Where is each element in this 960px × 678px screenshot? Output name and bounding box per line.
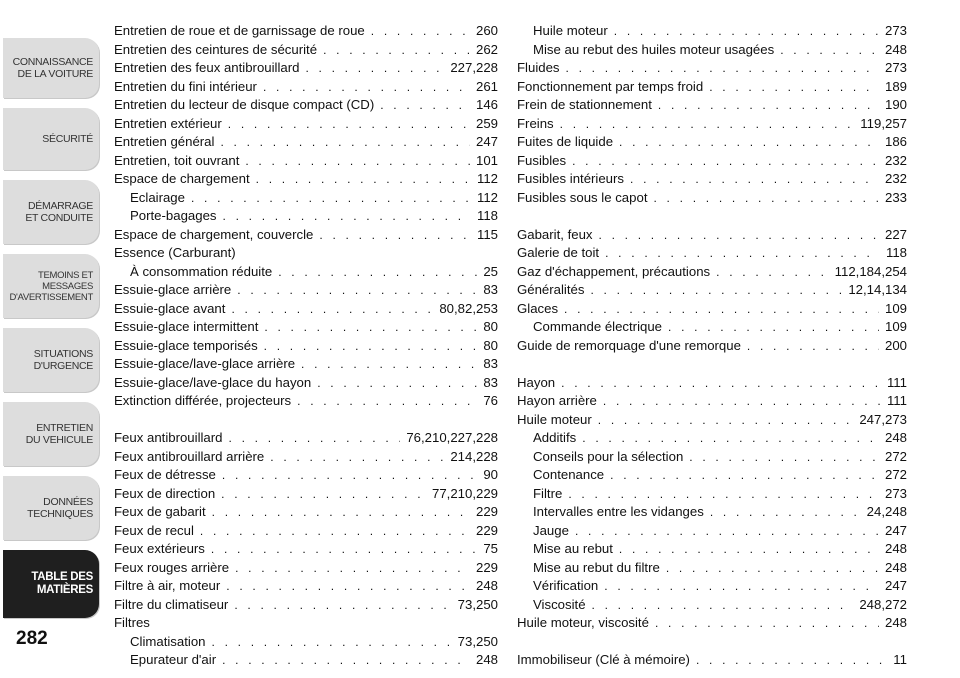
leader-dots <box>223 207 471 226</box>
index-entry-label: Eclairage <box>130 189 185 205</box>
index-entry-label: Huile moteur <box>533 23 608 38</box>
index-entry-label: Additifs <box>533 430 577 445</box>
tab-label: SÉCURITÉ <box>42 133 93 145</box>
index-entry[interactable] <box>517 263 907 282</box>
index-entry-label: Feux antibrouillard arrière <box>114 448 265 464</box>
index-entry-page: 273 <box>884 60 907 75</box>
leader-dots <box>619 540 879 559</box>
index-entry-page: 118 <box>476 208 498 223</box>
index-subentry[interactable] <box>517 577 907 596</box>
leader-dots <box>301 355 477 374</box>
leader-dots <box>319 226 471 245</box>
index-subentry[interactable] <box>517 22 907 41</box>
index-entry-label: Fonctionnement par temps froid <box>517 78 704 94</box>
index-entry-page: 11 <box>893 652 907 667</box>
index-entry-label: Frein de stationnement <box>517 97 652 112</box>
index-entry-page: 77,210,229 <box>431 485 498 501</box>
leader-dots <box>630 170 879 189</box>
index-entry-label: Gabarit, feux <box>517 226 593 242</box>
leader-dots <box>658 96 879 115</box>
index-entry-label: Intervalles entre les vidanges <box>533 504 704 519</box>
index-entry-label: À consommation réduite <box>130 263 273 279</box>
index-entry[interactable] <box>114 392 498 411</box>
index-gap <box>517 633 907 652</box>
index-entry-page: 73,250 <box>457 633 498 649</box>
index-entry-page: 229 <box>475 522 498 538</box>
index-entry-label: Fusibles sous le capot <box>517 189 648 205</box>
index-entry-page: 272 <box>884 448 907 464</box>
leader-dots <box>297 392 477 411</box>
index-entry-page: 247,273 <box>859 411 907 427</box>
index-entry[interactable] <box>114 355 498 374</box>
index-entry-page: 247 <box>884 578 907 593</box>
tab-label: TABLE DES MATIÈRES <box>31 571 93 596</box>
index-entry-label: Fusibles intérieurs <box>517 171 625 186</box>
index-entry-page: 80 <box>483 319 498 334</box>
index-entry-label: Entretien du fini intérieur <box>114 78 257 94</box>
leader-dots <box>212 633 452 652</box>
index-entry[interactable] <box>517 244 907 263</box>
tab-label: DÉMARRAGE ET CONDUITE <box>25 200 93 224</box>
index-entry-page: 83 <box>483 374 498 390</box>
index-entry-page: 109 <box>884 319 907 334</box>
leader-dots <box>696 651 887 670</box>
index-entry-label: Viscosité <box>533 596 586 612</box>
index-entry[interactable] <box>114 577 498 596</box>
index-entry-label: Filtres <box>114 615 150 630</box>
index-subentry[interactable] <box>517 596 907 615</box>
index-entry-page: 261 <box>475 78 498 94</box>
index-entry-label: Huile moteur <box>517 411 592 427</box>
leader-dots <box>256 170 471 189</box>
index-subentry[interactable] <box>114 651 498 670</box>
index-entry-page: 248 <box>884 541 907 556</box>
index-entry[interactable] <box>114 59 498 78</box>
index-entry-label: Entretien des feux antibrouillard <box>114 60 300 75</box>
index-entry-page: 214,228 <box>450 448 498 464</box>
index-entry-label: Entretien des ceintures de sécurité <box>114 41 318 57</box>
index-entry-label: Essuie-glace arrière <box>114 282 232 297</box>
index-entry[interactable] <box>114 152 498 171</box>
index-entry-label: Glaces <box>517 300 559 316</box>
index-entry-page: 272 <box>884 467 907 482</box>
index-entry-page: 248 <box>475 652 498 667</box>
leader-dots <box>709 78 879 97</box>
leader-dots <box>245 152 470 171</box>
index-entry-label: Espace de chargement <box>114 171 250 186</box>
index-entry-label: Essence (Carburant) <box>114 245 236 260</box>
index-entry-page: 90 <box>483 467 498 482</box>
leader-dots <box>568 485 879 504</box>
tab-label: DONNÉES TECHNIQUES <box>27 496 93 520</box>
tab-temoins-messages[interactable] <box>3 254 99 318</box>
leader-dots <box>747 337 879 356</box>
index-entry-page: 111 <box>886 393 907 408</box>
index-entry[interactable] <box>114 244 498 263</box>
index-entry-label: Freins <box>517 115 554 131</box>
leader-dots <box>605 244 880 263</box>
leader-dots <box>226 577 470 596</box>
index-entry-page: 273 <box>884 485 907 501</box>
index-entry[interactable] <box>114 429 498 448</box>
index-subentry[interactable] <box>517 559 907 578</box>
index-entry[interactable] <box>517 189 907 208</box>
leader-dots <box>212 503 470 522</box>
index-entry[interactable] <box>114 596 498 615</box>
index-entry-page: 73,250 <box>457 596 498 612</box>
leader-dots <box>231 300 433 319</box>
index-entry-page: 229 <box>475 504 498 519</box>
index-gap <box>517 355 907 374</box>
index-entry-page: 227 <box>884 226 907 242</box>
index-subentry[interactable] <box>114 207 498 226</box>
index-entry-label: Entretien du lecteur de disque compact (CD) <box>114 97 375 112</box>
index-subentry[interactable] <box>517 466 907 485</box>
leader-dots <box>564 300 879 319</box>
index-entry-page: 80,82,253 <box>439 300 498 316</box>
leader-dots <box>305 59 444 78</box>
index-entry[interactable] <box>517 411 907 430</box>
index-entry-label: Essuie-glace temporisés <box>114 337 258 353</box>
leader-dots <box>575 522 879 541</box>
index-entry-page: 111 <box>886 374 907 390</box>
leader-dots <box>572 152 879 171</box>
leader-dots <box>566 59 879 78</box>
index-entry-page: 119,257 <box>860 115 907 131</box>
tab-label: SITUATIONS D'URGENCE <box>33 348 93 372</box>
index-entry-label: Hayon arrière <box>517 393 597 408</box>
index-entry[interactable] <box>114 522 498 541</box>
index-entry-label: Feux de recul <box>114 522 194 538</box>
leader-dots <box>235 559 470 578</box>
index-subentry[interactable] <box>114 633 498 652</box>
leader-dots <box>614 22 879 41</box>
index-entry[interactable] <box>114 485 498 504</box>
index-entry-label: Vérification <box>533 578 599 593</box>
index-entry-label: Epurateur d'air <box>130 652 217 667</box>
index-entry-page: 247 <box>884 522 907 538</box>
index-entry-page: 112 <box>476 189 498 205</box>
leader-dots <box>222 466 477 485</box>
leader-dots <box>380 96 470 115</box>
index-entry-page: 260 <box>475 23 498 38</box>
index-entry-label: Feux extérieurs <box>114 541 205 556</box>
index-entry-label: Espace de chargement, couvercle <box>114 226 314 242</box>
index-entry-page: 12,14,134 <box>848 282 907 297</box>
index-entry-page: 262 <box>475 41 498 57</box>
index-entry-label: Filtre <box>533 485 563 501</box>
index-entry[interactable] <box>114 540 498 559</box>
index-entry-page: 76 <box>483 393 498 408</box>
leader-dots <box>222 651 470 670</box>
index-entry-page: 186 <box>884 134 907 149</box>
index-entry-page: 229 <box>475 559 498 575</box>
leader-dots <box>655 614 879 633</box>
index-entry-page: 248 <box>475 578 498 593</box>
leader-dots <box>604 577 879 596</box>
index-entry[interactable] <box>517 281 907 300</box>
leader-dots <box>221 485 426 504</box>
index-entry[interactable] <box>114 448 498 467</box>
index-entry-page: 200 <box>884 337 907 353</box>
index-entry-label: Commande électrique <box>533 319 663 334</box>
index-entry-label: Filtre du climatiseur <box>114 596 229 612</box>
index-entry[interactable] <box>517 152 907 171</box>
index-entry[interactable] <box>517 374 907 393</box>
leader-dots <box>237 281 477 300</box>
index-entry-page: 232 <box>884 171 907 186</box>
index-entry[interactable] <box>517 133 907 152</box>
leader-dots <box>278 263 477 282</box>
tab-table-des-matieres[interactable] <box>3 550 99 618</box>
leader-dots <box>598 411 854 430</box>
index-entry-label: Porte-bagages <box>130 208 217 223</box>
index-entry-page: 247 <box>475 134 498 149</box>
index-entry-label: Entretien extérieur <box>114 115 222 131</box>
index-entry-page: 273 <box>884 23 907 38</box>
index-entry-label: Essuie-glace intermittent <box>114 319 259 334</box>
index-entry[interactable] <box>114 41 498 60</box>
index-entry-page: 109 <box>884 300 907 316</box>
index-entry-label: Gaz d'échappement, précautions <box>517 263 711 279</box>
tab-label: CONNAISSANCE DE LA VOITURE <box>12 56 93 80</box>
index-entry-label: Climatisation <box>130 633 206 649</box>
leader-dots <box>264 318 477 337</box>
leader-dots <box>270 448 444 467</box>
index-subentry[interactable] <box>517 540 907 559</box>
leader-dots <box>592 596 854 615</box>
index-entry-page: 118 <box>885 245 907 260</box>
leader-dots <box>603 392 881 411</box>
index-entry-label: Feux rouges arrière <box>114 559 230 575</box>
index-entry-page: 101 <box>475 152 498 168</box>
index-entry-page: 259 <box>475 115 498 131</box>
index-entry[interactable] <box>114 559 498 578</box>
chapter-sidebar <box>0 0 106 678</box>
index-entry[interactable] <box>114 170 498 189</box>
index-entry-label: Fluides <box>517 60 560 75</box>
tab-entretien-vehicule[interactable] <box>3 402 99 466</box>
index-entry-page: 248 <box>884 559 907 575</box>
leader-dots <box>211 540 477 559</box>
index-gap <box>517 207 907 226</box>
index-entry[interactable] <box>114 115 498 134</box>
leader-dots <box>716 263 829 282</box>
index-subentry[interactable] <box>517 429 907 448</box>
tab-connaissance-voiture[interactable] <box>3 38 99 98</box>
index-entry-label: Mise au rebut <box>533 541 613 556</box>
index-entry-label: Fusibles <box>517 152 567 168</box>
index-entry-label: Filtre à air, moteur <box>114 578 221 593</box>
leader-dots <box>263 78 470 97</box>
index-entry-page: 189 <box>884 78 907 94</box>
leader-dots <box>560 115 855 134</box>
index-entry[interactable] <box>517 226 907 245</box>
index-entry-label: Mise au rebut des huiles moteur usagées <box>533 41 775 57</box>
leader-dots <box>590 281 842 300</box>
index-entry[interactable] <box>517 59 907 78</box>
index-entry-page: 76,210,227,228 <box>406 430 498 445</box>
index-entry-page: 75 <box>483 541 498 556</box>
index-entry[interactable] <box>114 281 498 300</box>
index-entry-page: 80 <box>483 337 498 353</box>
leader-dots <box>191 189 471 208</box>
index-entry-page: 248 <box>884 430 907 445</box>
index-entry-page: 232 <box>884 152 907 168</box>
index-entry-label: Fuites de liquide <box>517 134 614 149</box>
index-entry[interactable] <box>114 466 498 485</box>
index-entry-label: Jauge <box>533 522 569 538</box>
leader-dots <box>582 429 879 448</box>
tab-label: ENTRETIEN DU VEHICULE <box>25 422 93 446</box>
index-subentry[interactable] <box>517 522 907 541</box>
index-entry-label: Extinction différée, projecteurs <box>114 393 292 408</box>
leader-dots <box>666 559 879 578</box>
leader-dots <box>668 318 879 337</box>
index-entry-label: Hayon <box>517 374 556 390</box>
index-entry[interactable] <box>517 300 907 319</box>
index-entry[interactable] <box>114 22 498 41</box>
index-entry-label: Entretien, toit ouvrant <box>114 152 240 168</box>
index-subentry[interactable] <box>517 41 907 60</box>
index-entry-label: Feux de direction <box>114 485 216 501</box>
index-entry-label: Essuie-glace/lave-glace arrière <box>114 356 296 371</box>
leader-dots <box>610 466 879 485</box>
leader-dots <box>229 429 401 448</box>
index-entry[interactable] <box>114 133 498 152</box>
index-entry[interactable] <box>517 337 907 356</box>
index-gap <box>114 411 498 430</box>
index-entry[interactable] <box>517 170 907 189</box>
index-entry-page: 248 <box>884 41 907 57</box>
index-entry-page: 146 <box>475 97 498 112</box>
index-entry-page: 83 <box>483 356 498 371</box>
leader-dots <box>264 337 478 356</box>
index-entry-label: Guide de remorquage d'une remorque <box>517 337 741 353</box>
index-subentry[interactable] <box>517 503 907 522</box>
index-entry-label: Essuie-glace avant <box>114 300 226 316</box>
index-entry-label: Immobiliseur (Clé à mémoire) <box>517 652 690 667</box>
leader-dots <box>323 41 470 60</box>
tab-demarrage-conduite[interactable] <box>3 180 99 244</box>
index-subentry[interactable] <box>517 448 907 467</box>
page-number: 282 <box>16 628 48 649</box>
index-column-left <box>114 22 498 670</box>
leader-dots <box>689 448 879 467</box>
tab-securite[interactable] <box>3 108 99 170</box>
index-entry[interactable] <box>114 300 498 319</box>
index-entry-label: Feux de gabarit <box>114 504 206 519</box>
index-entry[interactable] <box>114 226 498 245</box>
index-column-right <box>517 22 907 670</box>
leader-dots <box>234 596 451 615</box>
index-entry-page: 112,184,254 <box>834 263 907 279</box>
index-entry[interactable] <box>114 374 498 393</box>
leader-dots <box>780 41 879 60</box>
index-entry-label: Généralités <box>517 282 585 297</box>
index-entry-label: Feux de détresse <box>114 467 216 482</box>
index-entry[interactable] <box>517 78 907 97</box>
index-entry-label: Huile moteur, viscosité <box>517 615 649 630</box>
leader-dots <box>619 133 879 152</box>
leader-dots <box>599 226 879 245</box>
index-entry[interactable] <box>517 96 907 115</box>
tab-situations-urgence[interactable] <box>3 328 99 392</box>
index-entry-page: 24,248 <box>866 504 907 519</box>
leader-dots <box>653 189 879 208</box>
index-entry[interactable] <box>114 318 498 337</box>
index-entry-page: 227,228 <box>450 60 498 75</box>
index-entry[interactable] <box>114 337 498 356</box>
index-entry-label: Conseils pour la sélection <box>533 448 684 464</box>
leader-dots <box>561 374 881 393</box>
index-entry[interactable] <box>114 96 498 115</box>
index-entry-page: 190 <box>884 97 907 112</box>
index-entry-label: Entretien général <box>114 134 215 149</box>
index-subentry[interactable] <box>114 189 498 208</box>
index-entry[interactable] <box>114 503 498 522</box>
leader-dots <box>200 522 470 541</box>
leader-dots <box>317 374 477 393</box>
index-entry[interactable] <box>517 115 907 134</box>
leader-dots <box>220 133 470 152</box>
index-subentry[interactable] <box>517 485 907 504</box>
index-entry-label: Contenance <box>533 467 605 482</box>
index-entry-label: Feux antibrouillard <box>114 430 223 445</box>
index-entry-label: Mise au rebut du filtre <box>533 559 660 575</box>
index-entry[interactable] <box>517 392 907 411</box>
index-subentry[interactable] <box>517 318 907 337</box>
index-entry[interactable] <box>517 651 907 670</box>
index-entry-page: 115 <box>476 226 498 242</box>
index-entry-page: 248 <box>884 615 907 630</box>
leader-dots <box>228 115 470 134</box>
leader-dots <box>371 22 470 41</box>
index-entry-label: Galerie de toit <box>517 245 600 260</box>
index-entry-page: 112 <box>476 171 498 186</box>
tab-donnees-techniques[interactable] <box>3 476 99 540</box>
index-entry[interactable] <box>114 78 498 97</box>
index-entry-label: Entretien de roue et de garnissage de roue <box>114 23 365 38</box>
tab-label: TEMOINS ET MESSAGES D'AVERTISSEMENT <box>9 269 93 303</box>
index-entry-page: 248,272 <box>859 596 907 612</box>
index-entry-label: Essuie-glace/lave-glace du hayon <box>114 374 312 390</box>
index-subentry[interactable] <box>114 263 498 282</box>
index-entry[interactable] <box>114 614 498 633</box>
index-entry-page: 233 <box>884 189 907 205</box>
index-entry-page: 25 <box>483 263 498 279</box>
index-entry-page: 83 <box>483 282 498 297</box>
index-entry[interactable] <box>517 614 907 633</box>
leader-dots <box>710 503 861 522</box>
